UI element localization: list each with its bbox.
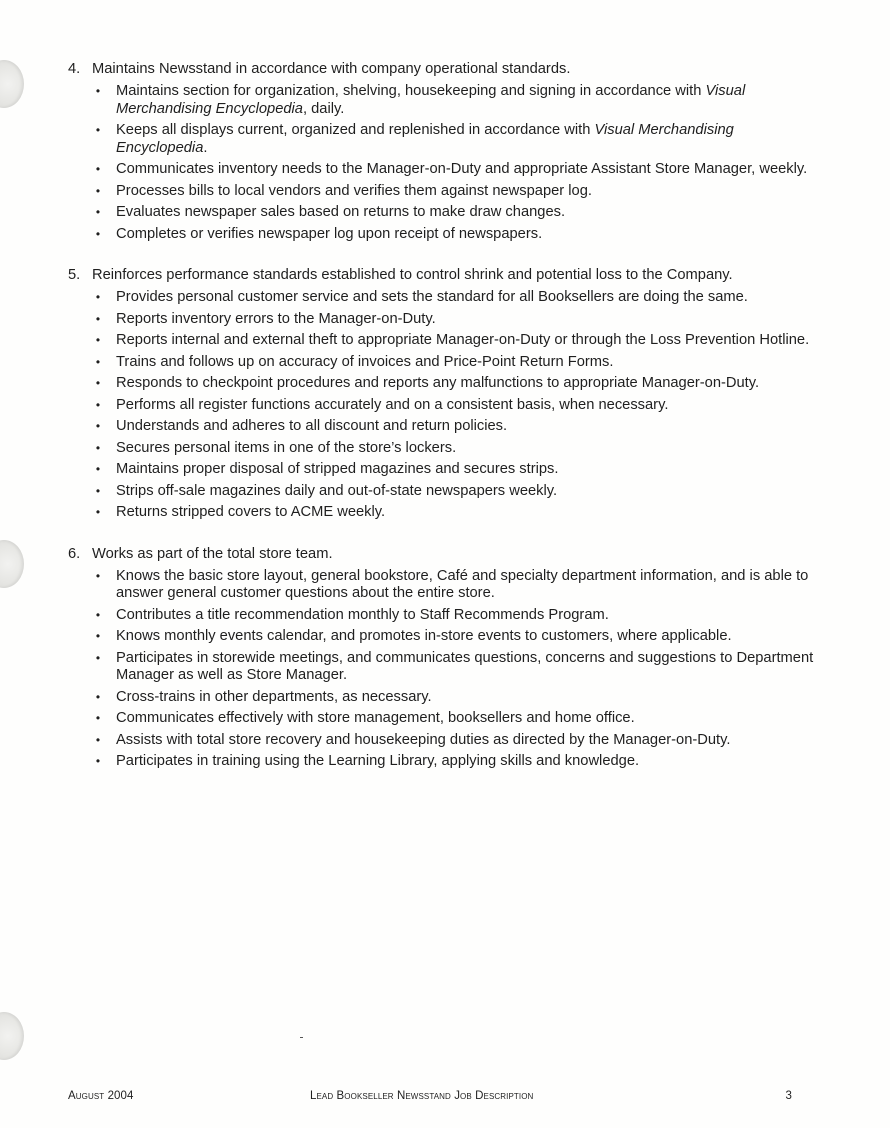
bullet-dot-icon: • (95, 84, 101, 98)
list-item (68, 122, 818, 157)
list-item (68, 161, 818, 179)
bullet-text: Secures personal items in one of the store’s lockers. (116, 439, 457, 456)
bullet-dot-icon: • (95, 689, 101, 704)
bullet-text: Communicates inventory needs to the Manager-on-Duty and appropriate Assistant Store Manager, weekly. (116, 161, 808, 177)
section-4 (68, 60, 818, 243)
bullet-text: Responds to checkpoint procedures and reports any malfunctions to appropriate Manager-on-Duty. (116, 375, 760, 391)
bullet-text: Participates in training using the Learning Library, applying skills and knowledge. (116, 753, 640, 769)
bullet-dot-icon: • (95, 568, 101, 583)
bullet-text: Provides personal customer service and sets the standard for all Booksellers are doing the same. (116, 289, 748, 305)
binder-hole (0, 1012, 24, 1060)
list-item (68, 689, 818, 707)
bullet-text: Knows monthly events calendar, and promotes in-store events to customers, where applicable. (116, 628, 732, 644)
list-item (68, 418, 818, 436)
bullet-text: Assists with total store recovery and housekeeping duties as directed by the Manager-on-Duty. (116, 731, 731, 748)
bullet-text: Maintains proper disposal of stripped magazines and secures strips. (116, 461, 559, 477)
section-heading (68, 545, 818, 564)
bullet-dot-icon: • (95, 483, 101, 498)
bullet-dot-icon: • (95, 290, 101, 304)
footer-page-number: 3 (785, 1090, 792, 1102)
list-item (68, 461, 818, 479)
bullet-text: Evaluates newspaper sales based on returns to make draw changes. (116, 204, 566, 220)
page-footer (68, 1090, 798, 1106)
list-item (68, 440, 818, 458)
bullet-text: Keeps all displays current, organized and replenished in accordance with (116, 122, 595, 138)
bullet-list (68, 83, 818, 243)
section-5 (68, 266, 818, 522)
bullet-dot-icon: • (95, 419, 101, 433)
list-item (68, 650, 818, 685)
bullet-dot-icon: • (95, 732, 101, 747)
section-heading-text: Maintains Newsstand in accordance with company operational standards. (92, 61, 571, 77)
bullet-list (68, 289, 818, 522)
list-item (68, 311, 818, 329)
bullet-dot-icon: • (95, 629, 101, 643)
section-number: 6. (68, 545, 81, 562)
scan-speck (300, 1037, 303, 1038)
bullet-dot-icon: • (95, 333, 101, 347)
bullet-dot-icon: • (95, 162, 101, 176)
footer-date: August 2004 (68, 1090, 134, 1102)
section-number: 5. (68, 267, 81, 283)
bullet-dot-icon: • (95, 754, 101, 768)
list-item (68, 332, 818, 350)
list-item (68, 289, 818, 307)
bullet-text: Understands and adheres to all discount and return policies. (116, 418, 508, 434)
section-6 (68, 545, 818, 771)
bullet-text: Performs all register functions accurately and on a consistent basis, when necessary. (116, 396, 669, 413)
list-item (68, 504, 818, 522)
bullet-dot-icon: • (95, 607, 101, 622)
section-number: 4. (68, 61, 81, 77)
bullet-dot-icon: • (95, 311, 101, 326)
bullet-text: Processes bills to local vendors and verifies them against newspaper log. (116, 182, 592, 199)
italic-reference: Visual Merchandising Encyclopedia (116, 122, 734, 156)
bullet-text: Returns stripped covers to ACME weekly. (116, 504, 386, 520)
list-item (68, 226, 818, 244)
bullet-text: Strips off-sale magazines daily and out-of-state newspapers weekly. (116, 482, 558, 499)
list-item (68, 183, 818, 201)
bullet-text: Trains and follows up on accuracy of invoices and Price-Point Return Forms. (116, 353, 614, 370)
bullet-dot-icon: • (95, 183, 101, 198)
bullet-dot-icon: • (95, 226, 101, 241)
section-heading (68, 266, 818, 285)
bullet-dot-icon: • (95, 440, 101, 455)
list-item (68, 753, 818, 771)
bullet-dot-icon: • (95, 711, 101, 725)
list-item (68, 83, 818, 118)
list-item (68, 568, 818, 603)
bullet-dot-icon: • (95, 462, 101, 476)
section-heading-text: Reinforces performance standards established to control shrink and potential loss to the Company. (92, 267, 733, 283)
list-item (68, 354, 818, 372)
bullet-text: Communicates effectively with store management, booksellers and home office. (116, 710, 635, 726)
bullet-dot-icon: • (95, 205, 101, 219)
list-item (68, 628, 818, 646)
bullet-dot-icon: • (95, 505, 101, 519)
section-heading (68, 60, 818, 79)
bullet-text: Reports internal and external theft to appropriate Manager-on-Duty or through the Loss Prevention Hotline. (116, 332, 810, 348)
bullet-dot-icon: • (95, 397, 101, 412)
section-heading-text: Works as part of the total store team. (92, 545, 333, 562)
bullet-text: . (203, 139, 208, 156)
bullet-text: , daily. (302, 100, 345, 117)
bullet-dot-icon: • (95, 123, 101, 137)
bullet-text: Maintains section for organization, shelving, housekeeping and signing in accordance with (116, 83, 706, 99)
bullet-text: Reports inventory errors to the Manager-on-Duty. (116, 310, 436, 327)
bullet-text: Participates in storewide meetings, and communicates questions, concerns and suggestions to Department Manager as well as Store Manager. (116, 649, 814, 683)
list-item (68, 607, 818, 625)
list-item (68, 710, 818, 728)
bullet-dot-icon: • (95, 376, 101, 390)
list-item (68, 397, 818, 415)
bullet-dot-icon: • (95, 650, 101, 665)
document-body (68, 60, 818, 794)
footer-document-title: Lead Bookseller Newsstand Job Description (310, 1090, 534, 1102)
list-item (68, 483, 818, 501)
bullet-dot-icon: • (95, 354, 101, 369)
bullet-text: Knows the basic store layout, general bookstore, Café and specialty department information, and is able to answer general customer questions about the entire store. (116, 567, 809, 601)
bullet-text: Cross-trains in other departments, as necessary. (116, 688, 432, 705)
bullet-text: Completes or verifies newspaper log upon receipt of newspapers. (116, 225, 543, 242)
bullet-list (68, 568, 818, 771)
list-item (68, 204, 818, 222)
bullet-text: Contributes a title recommendation monthly to Staff Recommends Program. (116, 606, 609, 623)
binder-hole (0, 540, 24, 588)
list-item (68, 375, 818, 393)
italic-reference: Visual Merchandising Encyclopedia (116, 83, 746, 117)
binder-hole (0, 60, 24, 108)
list-item (68, 732, 818, 750)
